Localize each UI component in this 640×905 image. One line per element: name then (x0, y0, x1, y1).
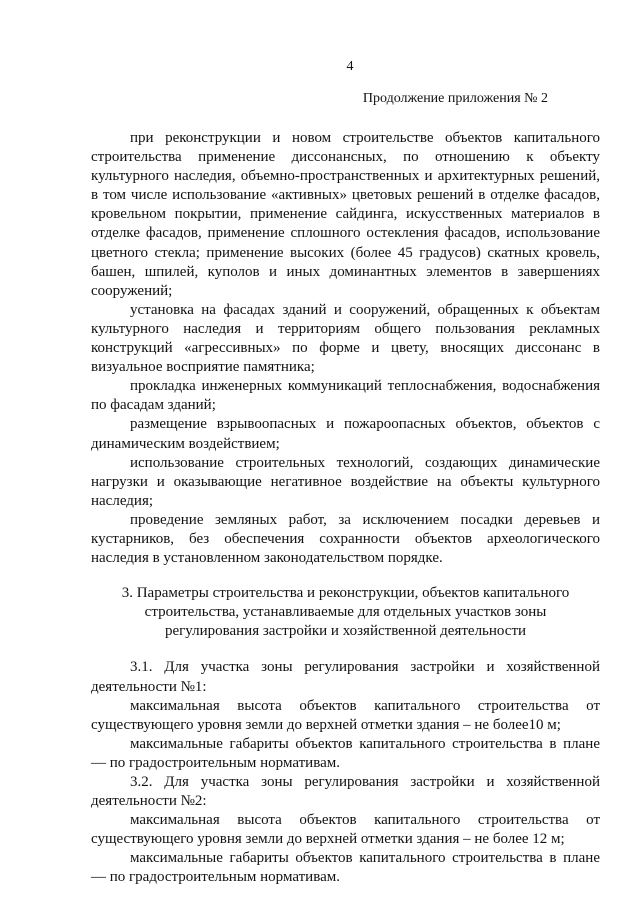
appendix-continuation-label: Продолжение приложения № 2 (362, 91, 548, 106)
subsection-3-2-title: 3.2. Для участка зоны регулирования застройки и хозяйственной деятельности №2: (91, 774, 600, 810)
section-3-heading-line: регулирования застройки и хозяйственной деятельности (164, 623, 527, 640)
page-number: 4 (346, 59, 354, 74)
paragraph-advertising-structures: установка на фасадах зданий и сооружений, обращенных к объектам культурного наследия и территориям общего пользования рекламных конструкций «агрессивных» по форме и цвету, вносящих диссонанс в визуальное восприятие памятника; (91, 301, 600, 376)
paragraph-hazardous-objects: размещение взрывоопасных и пожароопасных объектов, объектов с динамическим воздействием; (91, 416, 600, 452)
section-3-heading-line: 3. Параметры строительства и реконструкции, объектов капитального (121, 585, 570, 602)
subsection-3-2-max-height: максимальная высота объектов капитального строительства от существующего уровня земли до верхней отметки здания – не более 12 м; (91, 812, 600, 848)
subsection-3-1-max-dimensions: максимальные габариты объектов капитального строительства в плане — по градостроительным нормативам. (91, 735, 600, 771)
subsection-3-2-max-dimensions: максимальные габариты объектов капитального строительства в плане — по градостроительным нормативам. (91, 850, 600, 886)
paragraph-earthworks: проведение земляных работ, за исключением посадки деревьев и кустарников, без обеспечения сохранности объектов археологического наследия в установленном законодательством порядке. (91, 511, 600, 567)
subsection-3-1-max-height: максимальная высота объектов капитального строительства от существующего уровня земли до верхней отметки здания – не более10 м; (91, 697, 600, 733)
paragraph-utility-lines: прокладка инженерных коммуникаций теплоснабжения, водоснабжения по фасадам зданий; (91, 378, 600, 414)
subsection-3-1-title: 3.1. Для участка зоны регулирования застройки и хозяйственной деятельности №1: (91, 659, 600, 695)
section-3-heading-line: строительства, устанавливаемые для отдельных участков зоны (144, 604, 547, 621)
paragraph-dissonant-solutions: при реконструкции и новом строительстве объектов капитального строительства применение диссонансных, по отношению к объекту культурного наследия, объемно-пространственных и архитектурных решений, в том числе использование «активных» цветовых решений в отделке фасадов, кровельном покрытии, применение сайдинга, искусственных материалов в отделке фасадов, применение сплошного остекления фасадов, использование цветного стекла; применение высоких (более 45 градусов) скатных кровель, башен, шпилей, куполов и иных доминантных элементов в завершениях сооружений; (91, 130, 600, 299)
paragraph-construction-technologies: использование строительных технологий, создающих динамические нагрузки и оказывающие негативное воздействие на объекты культурного наследия; (91, 454, 600, 509)
document-body (91, 129, 600, 888)
section-3-heading (91, 584, 600, 641)
